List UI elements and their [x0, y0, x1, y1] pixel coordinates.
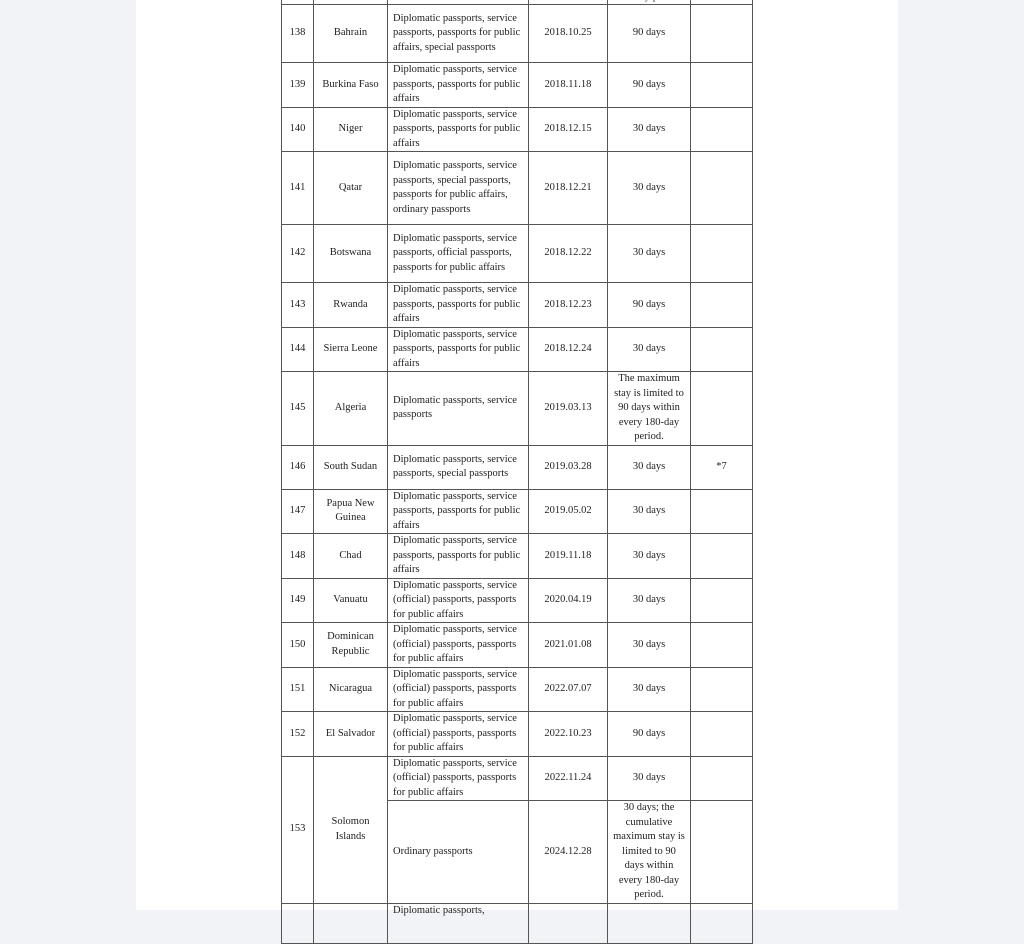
stay-cell: 30 days	[608, 623, 691, 668]
note-cell	[691, 667, 753, 712]
date-cell: 2018.10.25	[529, 5, 608, 63]
country-cell: Botswana	[314, 225, 388, 283]
country-cell: Burkina Faso	[314, 63, 388, 108]
note-cell	[691, 372, 753, 446]
passports-cell: Diplomatic passports, service passports, special passports, passports for public affairs, ordinary passports	[388, 152, 529, 225]
passports-cell: Diplomatic passports, service passports, passports for public affairs	[388, 489, 529, 534]
passports-cell: Diplomatic passports, service passports, passports for public affairs	[388, 283, 529, 328]
date-cell: 2018.12.15	[529, 107, 608, 152]
note-cell	[691, 63, 753, 108]
note-cell	[691, 578, 753, 623]
date-cell: 2022.11.24	[529, 756, 608, 801]
agreement-table-wrapper	[281, 0, 753, 944]
country-cell: Rwanda	[314, 283, 388, 328]
no-cell: 140	[282, 107, 314, 152]
note-cell	[691, 712, 753, 757]
date-cell: 2019.03.13	[529, 372, 608, 446]
table-row	[282, 534, 753, 579]
date-cell: 2020.04.19	[529, 578, 608, 623]
country-cell: Solomon Islands	[314, 756, 388, 903]
country-cell: El Salvador	[314, 712, 388, 757]
stay-cell: 90 days	[608, 283, 691, 328]
passports-cell: Diplomatic passports, service passports, special passports	[388, 445, 529, 489]
no-cell: 152	[282, 712, 314, 757]
country-cell: Vanuatu	[314, 578, 388, 623]
no-cell: 139	[282, 63, 314, 108]
no-cell: 151	[282, 667, 314, 712]
date-cell: 2021.01.08	[529, 623, 608, 668]
country-cell: South Sudan	[314, 445, 388, 489]
country-cell: Chad	[314, 534, 388, 579]
note-cell	[691, 623, 753, 668]
table-row	[282, 225, 753, 283]
no-cell	[282, 903, 314, 943]
note-cell	[691, 903, 753, 943]
country-cell: Papua New Guinea	[314, 489, 388, 534]
country-cell: Bahrain	[314, 5, 388, 63]
passports-cell: Diplomatic passports, service (official) passports, passports for public affairs	[388, 667, 529, 712]
no-cell: 144	[282, 327, 314, 372]
date-cell: 2018.12.23	[529, 283, 608, 328]
table-row-partial-bottom	[282, 903, 753, 943]
stay-cell: 90 days	[608, 63, 691, 108]
note-cell	[691, 756, 753, 801]
no-cell: 141	[282, 152, 314, 225]
stay-cell: 30 days	[608, 327, 691, 372]
passports-cell: Diplomatic passports, service (official) passports, passports for public affairs	[388, 578, 529, 623]
date-cell: 2018.12.24	[529, 327, 608, 372]
stay-cell: 30 days	[608, 534, 691, 579]
note-cell	[691, 489, 753, 534]
country-cell: Sierra Leone	[314, 327, 388, 372]
country-cell: Niger	[314, 107, 388, 152]
note-cell	[691, 225, 753, 283]
table-row	[282, 5, 753, 63]
no-cell: 147	[282, 489, 314, 534]
note-cell	[691, 534, 753, 579]
no-cell: 143	[282, 283, 314, 328]
table-row	[282, 712, 753, 757]
country-cell: Nicaragua	[314, 667, 388, 712]
passports-cell: Diplomatic passports, service passports, passports for public affairs	[388, 327, 529, 372]
no-cell: 148	[282, 534, 314, 579]
passports-cell: Diplomatic passports, service passports, passports for public affairs, special passports	[388, 5, 529, 63]
stay-cell: 30 days	[608, 225, 691, 283]
table-row	[282, 63, 753, 108]
no-cell: 142	[282, 225, 314, 283]
table-row	[282, 667, 753, 712]
no-cell: 146	[282, 445, 314, 489]
country-cell: Algeria	[314, 372, 388, 446]
stay-cell	[608, 0, 691, 5]
passports-cell: Diplomatic passports, service passports, official passports, passports for public affairs	[388, 225, 529, 283]
country-cell: Qatar	[314, 152, 388, 225]
passports-cell	[388, 903, 529, 943]
no-cell: 150	[282, 623, 314, 668]
stay-cell: 90 days	[608, 712, 691, 757]
no-cell: 149	[282, 578, 314, 623]
stay-cell: 30 days	[608, 667, 691, 712]
document-page	[136, 0, 898, 916]
note-cell	[691, 327, 753, 372]
date-cell: 2019.05.02	[529, 489, 608, 534]
date-cell	[529, 903, 608, 943]
stay-cell: 30 days	[608, 489, 691, 534]
table-row	[282, 372, 753, 446]
note-cell	[691, 5, 753, 63]
date-cell: 2018.12.21	[529, 152, 608, 225]
table-row	[282, 327, 753, 372]
note-cell	[691, 107, 753, 152]
table-row	[282, 283, 753, 328]
table-row	[282, 578, 753, 623]
date-cell: 2019.03.28	[529, 445, 608, 489]
stay-cell: 30 days	[608, 107, 691, 152]
country-cell	[314, 903, 388, 943]
table-row	[282, 489, 753, 534]
no-cell: 138	[282, 5, 314, 63]
table-row	[282, 445, 753, 489]
stay-cell: The maximum stay is limited to 90 days within every 180-day period.	[608, 372, 691, 446]
date-cell: 2019.11.18	[529, 534, 608, 579]
passports-cell: Diplomatic passports, service (official) passports, passports for public affairs	[388, 756, 529, 801]
date-cell: 2024.12.28	[529, 801, 608, 904]
passports-cell: Diplomatic passports, service passports	[388, 372, 529, 446]
table-row	[282, 152, 753, 225]
visa-exemption-table	[281, 0, 753, 944]
passports-cell: Diplomatic passports, service (official) passports, passports for public affairs	[388, 712, 529, 757]
date-cell: 2022.07.07	[529, 667, 608, 712]
note-cell: *7	[691, 445, 753, 489]
note-cell	[691, 152, 753, 225]
passports-cell: Diplomatic passports, service passports, passports for public affairs	[388, 107, 529, 152]
passports-cell: Diplomatic passports, service passports, passports for public affairs	[388, 63, 529, 108]
passports-text: Diplomatic passports,	[393, 904, 485, 916]
stay-cell: 30 days	[608, 578, 691, 623]
date-cell: 2018.12.22	[529, 225, 608, 283]
stay-cell: 30 days	[608, 152, 691, 225]
stay-cell	[608, 903, 691, 943]
country-cell: Dominican Republic	[314, 623, 388, 668]
no-cell: 153	[282, 756, 314, 903]
note-cell	[691, 283, 753, 328]
passports-cell: Diplomatic passports, service (official) passports, passports for public affairs	[388, 623, 529, 668]
table-row	[282, 107, 753, 152]
passports-cell: Ordinary passports	[388, 801, 529, 904]
stay-cell: 30 days; the cumulative maximum stay is limited to 90 days within every 180-day period.	[608, 801, 691, 904]
stay-cell: 30 days	[608, 445, 691, 489]
stay-cell: 30 days	[608, 756, 691, 801]
table-row	[282, 756, 753, 801]
stay-cell: 90 days	[608, 5, 691, 63]
no-cell: 145	[282, 372, 314, 446]
note-cell	[691, 801, 753, 904]
passports-cell: Diplomatic passports, service passports, passports for public affairs	[388, 534, 529, 579]
table-row	[282, 623, 753, 668]
date-cell: 2022.10.23	[529, 712, 608, 757]
stay-text	[616, 0, 682, 2]
date-cell: 2018.11.18	[529, 63, 608, 108]
